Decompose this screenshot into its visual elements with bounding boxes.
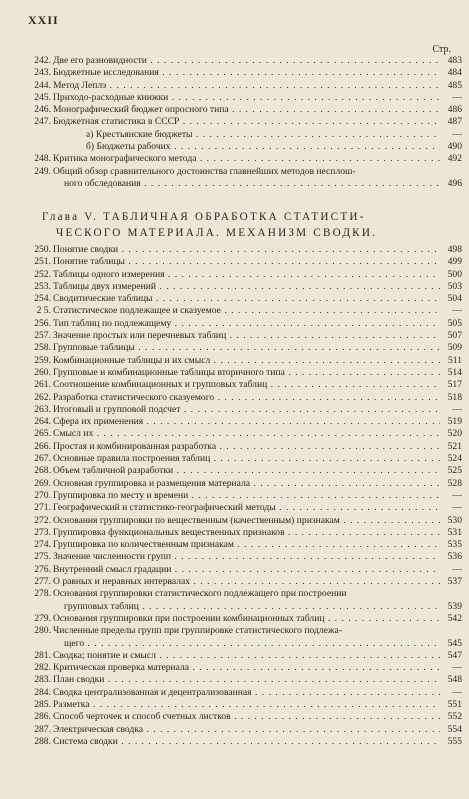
- toc-entry-number: 246.: [34, 104, 51, 116]
- toc-entry-number: 253.: [34, 280, 51, 292]
- toc-entry-page: 483: [447, 55, 462, 66]
- toc-entry-number: 262.: [34, 391, 51, 403]
- toc-entry-page: 514: [447, 366, 462, 378]
- toc-entry-page: 545: [447, 637, 462, 649]
- toc-entry-title: О равных и неравных интервалах . . .: [53, 576, 440, 588]
- toc-entry-title: Общий обзор сравнительного достоинства главнейших методов несплош-: [53, 165, 356, 177]
- toc-entry-title: Две его разновидности . . .: [53, 55, 440, 67]
- chapter-heading-line-2: ЧЕСКОГО МАТЕРИАЛА. МЕХАНИЗМ СВОДКИ.: [56, 227, 378, 239]
- toc-entry-page: 519: [447, 416, 462, 428]
- toc-entry-title: Группировка по месту и времени . . .: [53, 490, 440, 502]
- toc-entry-number: 263.: [34, 403, 51, 415]
- toc-entry: [28, 281, 462, 293]
- toc-entry-page: 509: [447, 342, 462, 354]
- toc-entry: [28, 724, 462, 736]
- toc-entry-page: 531: [447, 526, 462, 538]
- toc-entry-title: Понятие сводки . . .: [53, 244, 440, 256]
- toc-entry: [28, 502, 462, 514]
- toc-entry: [28, 441, 462, 453]
- toc-entry: [28, 318, 462, 330]
- toc-entry-number: 278.: [34, 588, 51, 600]
- toc-entry-page: —: [452, 502, 462, 514]
- toc-entry-page: 521: [447, 440, 462, 452]
- toc-entry-title: Таблицы одного измерения . . .: [53, 269, 440, 281]
- toc-entry: [28, 674, 462, 686]
- toc-entry-number: 276.: [34, 563, 51, 575]
- toc-entry-number: 243.: [34, 67, 51, 79]
- toc-entry-title: План сводки . . .: [53, 674, 440, 686]
- toc-entry-number: 258.: [34, 342, 51, 354]
- toc-entry: [28, 478, 462, 490]
- toc-entry-number: 256.: [34, 317, 51, 329]
- toc-entry: [28, 116, 462, 128]
- toc-entry-number: 272.: [34, 514, 51, 526]
- toc-entry-number: 285.: [34, 698, 51, 710]
- toc-entry: [28, 551, 462, 563]
- toc-entry-page: —: [452, 686, 462, 698]
- toc-entry-title: Значение простых или перечневых таблиц . . .: [53, 330, 440, 342]
- toc-entry-page: 520: [447, 428, 462, 440]
- toc-entry-number: 250.: [34, 244, 51, 255]
- toc-entry-page: 490: [447, 141, 462, 153]
- toc-entry: [28, 178, 462, 190]
- toc-entry-number: 279.: [34, 612, 51, 624]
- toc-entry-number: 270.: [34, 489, 51, 501]
- toc-entry: [28, 153, 462, 165]
- toc-entry: [28, 67, 462, 79]
- toc-entry-title: Сводка; понятие и смысл . . .: [53, 650, 440, 662]
- toc-entry-page: 535: [447, 539, 462, 551]
- toc-entry-title: Основания группировки статистического подлежащего при построении: [53, 588, 347, 600]
- toc-entry-page: 537: [447, 576, 462, 588]
- toc-entry: [28, 256, 462, 268]
- toc-entry: [28, 367, 462, 379]
- page-number: XXII: [28, 13, 59, 27]
- toc-entry-number: 245.: [34, 91, 51, 103]
- toc-entry-number: 287.: [34, 723, 51, 735]
- toc-entry-title: Группировка функциональных вещественных признаков . . .: [53, 527, 440, 539]
- toc-entry-page: 542: [447, 612, 462, 624]
- toc-entry: [28, 601, 462, 613]
- toc-entry-number: 261.: [34, 379, 51, 391]
- toc-entry: [28, 416, 462, 428]
- toc-entry-title: Основная группировка и размещения материала . . .: [53, 478, 440, 490]
- toc-entry-page: 524: [447, 453, 462, 465]
- toc-entry-page: 507: [447, 330, 462, 342]
- toc-entry-title: Бюджетная статистика в СССР . . .: [53, 116, 440, 128]
- toc-entry: [28, 404, 462, 416]
- toc-entry-page: 551: [447, 698, 462, 710]
- toc-entry: [28, 129, 462, 141]
- toc-entry-number: 267.: [34, 453, 51, 465]
- toc-entry: [28, 490, 462, 502]
- toc-entry-title: Простая и комбинированная разработка . . .: [53, 441, 440, 453]
- toc-entry-number: 284.: [34, 686, 51, 698]
- toc-entry-page: 496: [447, 177, 462, 189]
- toc-entry-title: б) Бюджеты рабочих . . .: [86, 141, 440, 153]
- toc-entry: [28, 564, 462, 576]
- toc-entry-title: Группировка по количественным признакам . . .: [53, 539, 440, 551]
- toc-entry-number: 264.: [34, 416, 51, 428]
- toc-entry-title: Метод Леплэ . . .: [53, 80, 440, 92]
- toc-entry: [28, 428, 462, 440]
- toc-entry-page: 548: [447, 674, 462, 686]
- toc-entry-title: Численные пределы групп при группировке статистического подлежа-: [53, 625, 343, 637]
- toc-entry-title: Групповые и комбинационные таблицы вторичного типа . . .: [53, 367, 440, 379]
- toc-entry-title: Соотношение комбинационных и групповых таблиц . . .: [53, 379, 440, 391]
- toc-entry: [28, 539, 462, 551]
- toc-entry-page: 555: [447, 735, 462, 747]
- toc-entry-title: Электрическая сводка . . .: [53, 724, 440, 736]
- toc-entry: [28, 342, 462, 354]
- toc-entry-title: Групповые таблицы . . .: [53, 342, 440, 354]
- toc-entry: [28, 244, 462, 256]
- toc-entry: [28, 104, 462, 116]
- toc-entry-page: 525: [447, 465, 462, 477]
- toc-entry-page: 554: [447, 723, 462, 735]
- toc-entry: [28, 293, 462, 305]
- toc-entry: [28, 166, 462, 178]
- toc-entry-page: —: [452, 662, 462, 674]
- toc-entry-number: 274.: [34, 539, 51, 551]
- toc-entry-title: Бюджетные исследования . . .: [53, 67, 440, 79]
- toc-entry-page: 552: [447, 711, 462, 723]
- toc-entry-number: 260.: [34, 366, 51, 378]
- toc-section-2: [28, 244, 462, 748]
- toc-entry-page: 492: [447, 153, 462, 165]
- toc-entry-number: 271.: [34, 502, 51, 514]
- toc-entry: [28, 711, 462, 723]
- toc-entry-number: 2 5.: [36, 305, 51, 317]
- toc-entry: [28, 625, 462, 637]
- toc-section-1: [28, 55, 462, 190]
- toc-entry-page: 504: [447, 293, 462, 305]
- toc-entry-page: 503: [447, 280, 462, 292]
- toc-entry-title: Критическая проверка материала . . .: [53, 662, 440, 674]
- toc-entry: [28, 613, 462, 625]
- toc-entry: [28, 515, 462, 527]
- toc-entry-title: Понятие таблицы . . .: [53, 256, 440, 268]
- toc-entry-title: Итоговый и групповой подсчет . . .: [53, 404, 440, 416]
- toc-entry-number: 268.: [34, 465, 51, 477]
- toc-entry-title: Основания группировки при построении комбинационных таблиц . . .: [53, 613, 440, 625]
- toc-entry-page: 517: [447, 379, 462, 391]
- toc-entry-number: 257.: [34, 330, 51, 342]
- toc-entry: [28, 527, 462, 539]
- toc-entry: [28, 736, 462, 748]
- toc-entry-title: Приходо-расходные книжки . . .: [53, 92, 440, 104]
- toc-entry-page: 505: [447, 317, 462, 329]
- toc-entry-title: Способ черточек и способ счетных листков . . .: [53, 711, 440, 723]
- toc-entry: [28, 687, 462, 699]
- toc-entry: [28, 55, 462, 67]
- toc-entry-number: 275.: [34, 551, 51, 563]
- toc-entry-page: 530: [447, 514, 462, 526]
- toc-entry-number: 286.: [34, 711, 51, 723]
- toc-entry-title: Критика монографического метода . . .: [53, 153, 440, 165]
- toc-entry-title: щего . . .: [64, 638, 440, 650]
- toc-entry-title: Значение численности групп . . .: [53, 551, 440, 563]
- toc-entry-number: 247.: [34, 116, 51, 128]
- toc-entry-title: Сфера их применения . . .: [53, 416, 440, 428]
- toc-entry-title: а) Крестьянские бюджеты . . .: [86, 129, 440, 141]
- toc-entry-page: —: [452, 128, 462, 140]
- toc-entry: [28, 330, 462, 342]
- chapter-heading-line-1: Глава V. ТАБЛИЧНАЯ ОБРАБОТКА СТАТИСТИ-: [42, 211, 366, 223]
- toc-entry: [28, 355, 462, 367]
- toc-entry-page: —: [452, 403, 462, 415]
- toc-entry-title: Основания группировки по вещественным (качественным) признакам . . .: [53, 515, 440, 527]
- toc-entry-number: 248.: [34, 153, 51, 165]
- toc-entry-title: Разработка статистического сказуемого . . .: [53, 392, 440, 404]
- toc-entry: [28, 80, 462, 92]
- toc-entry-page: 539: [447, 600, 462, 612]
- toc-entry-title: Объем табличной разработки . . .: [53, 465, 440, 477]
- toc-entry: [28, 392, 462, 404]
- toc-entry-number: 269.: [34, 477, 51, 489]
- toc-entry-number: 280.: [34, 625, 51, 637]
- toc-entry: [28, 453, 462, 465]
- toc-entry-title: Таблицы двух измерений . . .: [53, 281, 440, 293]
- toc-entry-page: —: [452, 489, 462, 501]
- toc-entry: [28, 699, 462, 711]
- toc-entry-number: 242.: [34, 55, 51, 66]
- toc-entry-title: Сводка централизованная и децентрализованная . . .: [53, 687, 440, 699]
- toc-entry-number: 288.: [34, 735, 51, 747]
- toc-entry: [28, 638, 462, 650]
- toc-entry-page: 511: [447, 354, 462, 366]
- toc-entry-title: Основные правила построения таблиц . . .: [53, 453, 440, 465]
- toc-entry-page: 484: [447, 67, 462, 79]
- toc-entry-page: 499: [447, 256, 462, 268]
- toc-entry-page: 486: [447, 104, 462, 116]
- toc-entry: [28, 650, 462, 662]
- toc-entry-title: Географический и статистико-географический методы . . .: [53, 502, 440, 514]
- toc-entry-number: 273.: [34, 526, 51, 538]
- toc-entry: [28, 662, 462, 674]
- toc-entry-page: 536: [447, 551, 462, 563]
- toc-entry-title: ного обследования . . .: [64, 178, 440, 190]
- toc-entry-title: Сводитические таблицы . . .: [53, 293, 440, 305]
- toc-entry-number: 283.: [34, 674, 51, 686]
- toc-entry-title: Внутренний смысл градации . . .: [53, 564, 440, 576]
- toc-entry-title: Разметка . . .: [53, 699, 440, 711]
- toc-entry-number: 266.: [34, 440, 51, 452]
- toc-entry-number: 244.: [34, 79, 51, 91]
- toc-entry-page: 528: [447, 477, 462, 489]
- toc-entry-page: 518: [447, 391, 462, 403]
- toc-entry: [28, 92, 462, 104]
- toc-entry-title: Смысл их . . .: [53, 428, 440, 440]
- toc-entry-number: 252.: [34, 268, 51, 280]
- toc-entry-title: Тип таблиц по подлежащему . . .: [53, 318, 440, 330]
- toc-entry: [28, 465, 462, 477]
- toc-entry-number: 282.: [34, 662, 51, 674]
- toc-entry-page: —: [452, 305, 462, 317]
- toc-entry-title: Комбинационные таблицы и их смысл . . .: [53, 355, 440, 367]
- toc-entry-number: 251.: [34, 256, 51, 268]
- toc-entry-number: 249.: [34, 165, 51, 177]
- toc-entry-page: —: [452, 563, 462, 575]
- toc-entry-number: 265.: [34, 428, 51, 440]
- toc-entry-title: Статистическое подлежащее и сказуемое . . .: [53, 305, 440, 317]
- chapter-heading: [38, 209, 438, 241]
- toc-entry: [28, 588, 462, 600]
- toc-entry-page: 500: [447, 268, 462, 280]
- toc-entry-title: Система сводки . . .: [53, 736, 440, 748]
- toc-entry: [28, 305, 462, 317]
- toc-entry-number: 259.: [34, 354, 51, 366]
- toc-entry: [28, 269, 462, 281]
- toc-entry-number: 254.: [34, 293, 51, 305]
- toc-entry: [28, 141, 462, 153]
- toc-entry: [28, 576, 462, 588]
- toc-entry-page: 547: [447, 649, 462, 661]
- toc-entry-page: 498: [447, 244, 462, 255]
- toc-entry-page: 485: [447, 79, 462, 91]
- toc-entry: [28, 379, 462, 391]
- toc-entry-number: 281.: [34, 649, 51, 661]
- toc-entry-page: 487: [447, 116, 462, 128]
- toc-entry-number: 277.: [34, 576, 51, 588]
- toc-entry-title: Монографический бюджет опросного типа . . .: [53, 104, 440, 116]
- toc-entry-title: групповых таблиц . . .: [64, 601, 440, 613]
- page-column-label: Стр.: [432, 44, 451, 55]
- toc-entry-page: —: [452, 91, 462, 103]
